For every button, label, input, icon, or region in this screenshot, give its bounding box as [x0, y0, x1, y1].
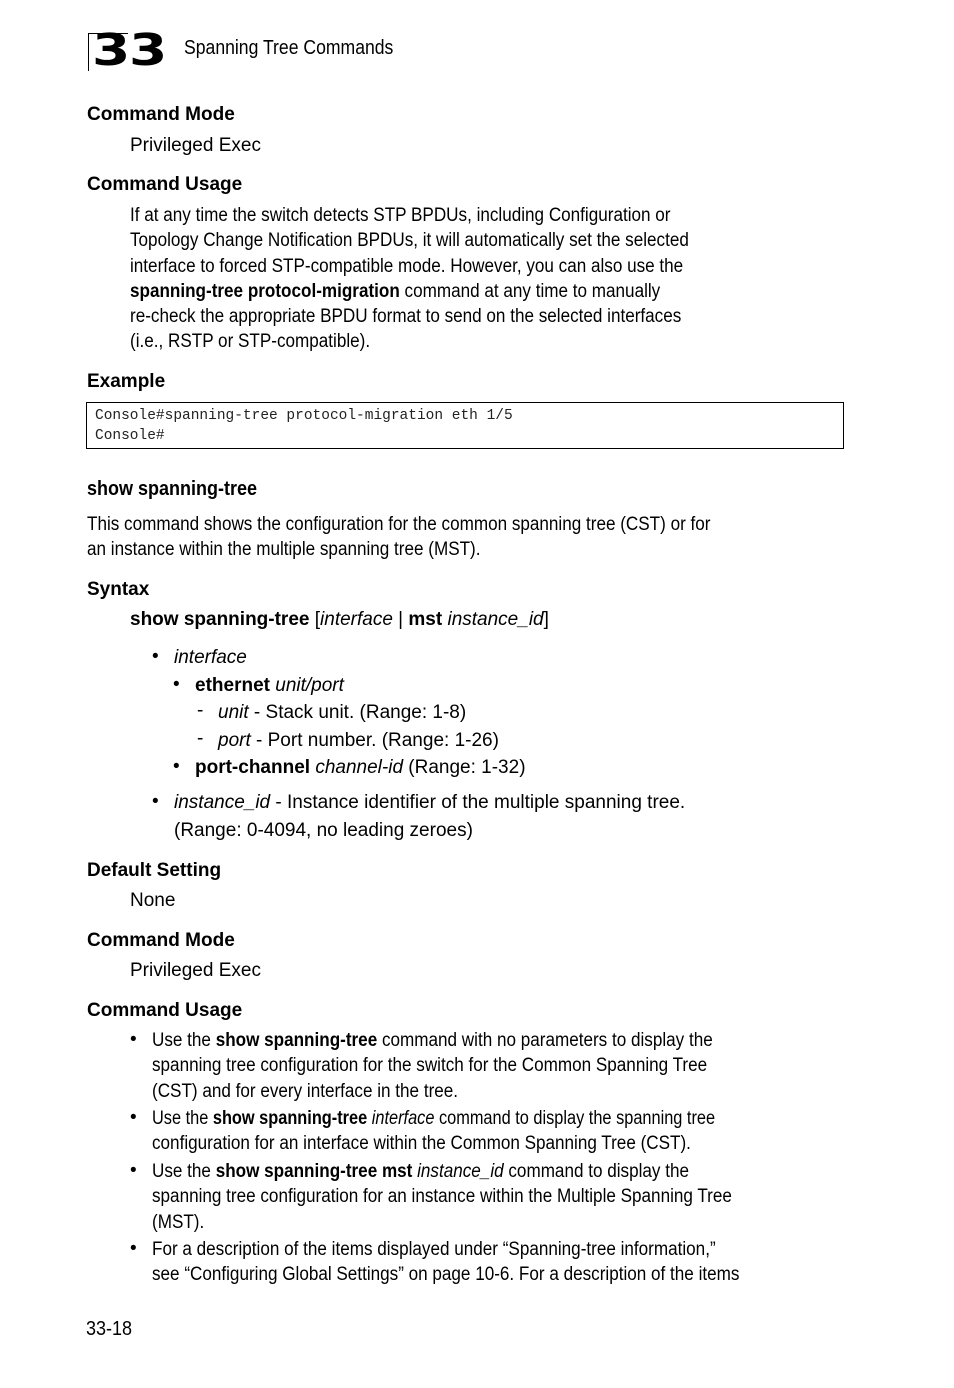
dash-icon: -	[197, 700, 204, 721]
example-heading: Example	[87, 371, 166, 392]
code-line: Console#	[95, 428, 165, 444]
param-instance-range: (Range: 0-4094, no leading zeroes)	[174, 820, 473, 841]
dash-icon: -	[197, 728, 204, 749]
command-usage-heading: Command Usage	[87, 174, 243, 195]
param-unit: unit - Stack unit. (Range: 1-8)	[218, 702, 467, 723]
default-setting-heading: Default Setting	[87, 860, 222, 881]
param-ethernet: ethernet unit/port	[195, 675, 344, 696]
syntax-line: show spanning-tree [interface | mst instance_id]	[130, 609, 549, 630]
chapter-number: 33	[92, 25, 167, 76]
usage-bullet: Use the show spanning-tree command with no parameters to display the spanning tree configuration for the switch for the Common Spanning Tree (CST) and for every interface in the tree.	[152, 1030, 713, 1102]
bullet-icon: •	[173, 674, 180, 695]
bullet-icon: •	[152, 791, 159, 812]
example-code-block	[86, 402, 844, 449]
bullet-icon: •	[130, 1029, 137, 1050]
page-number: 33-18	[86, 1318, 133, 1340]
param-port: port - Port number. (Range: 1-26)	[218, 730, 499, 751]
command-mode-value: Privileged Exec	[130, 960, 261, 981]
command-mode-value: Privileged Exec	[130, 135, 261, 156]
bullet-icon: •	[130, 1160, 137, 1181]
command-usage-text: If at any time the switch detects STP BPDUs, including Configuration or Topology Change Notification BPDUs, it will automatically set the selected interface to forced STP-compatible mode. However, you can also use the spanning-tree protocol-migration command at any time to manually re-check the appropriate BPDU format to send on the selected interfaces (i.e., RSTP or STP-compatible).	[130, 205, 689, 353]
inline-command: spanning-tree protocol-migration	[130, 280, 400, 302]
param-instance-id: instance_id - Instance identifier of the multiple spanning tree.	[174, 792, 686, 813]
bullet-icon: •	[130, 1107, 137, 1128]
default-setting-value: None	[130, 890, 176, 911]
usage-bullet: Use the show spanning-tree interface command to display the spanning tree configuration for an interface within the Common Spanning Tree (CST).	[152, 1108, 716, 1155]
syntax-heading: Syntax	[87, 579, 150, 600]
param-interface: interface	[174, 647, 247, 668]
chapter-title: Spanning Tree Commands	[184, 37, 394, 59]
usage-bullet: Use the show spanning-tree mst instance_id command to display the spanning tree configuration for an instance within the Multiple Spanning Tree (MST).	[152, 1161, 732, 1233]
command-usage-heading: Command Usage	[87, 1000, 243, 1021]
chapter-number-badge	[88, 25, 168, 76]
code-line: Console#spanning-tree protocol-migration eth 1/5	[95, 408, 513, 424]
section-description: This command shows the configuration for the common spanning tree (CST) or for an instance within the multiple spanning tree (MST).	[87, 514, 711, 561]
bullet-icon: •	[130, 1238, 137, 1259]
usage-bullet: For a description of the items displayed under “Spanning-tree information,” see “Configuring Global Settings” on page 10-6. For a description of the items	[152, 1239, 740, 1286]
command-mode-heading: Command Mode	[87, 930, 235, 951]
param-port-channel: port-channel channel-id (Range: 1-32)	[195, 757, 526, 778]
bullet-icon: •	[173, 756, 180, 777]
command-mode-heading: Command Mode	[87, 104, 235, 125]
bullet-icon: •	[152, 646, 159, 667]
section-title: show spanning-tree	[87, 478, 258, 500]
